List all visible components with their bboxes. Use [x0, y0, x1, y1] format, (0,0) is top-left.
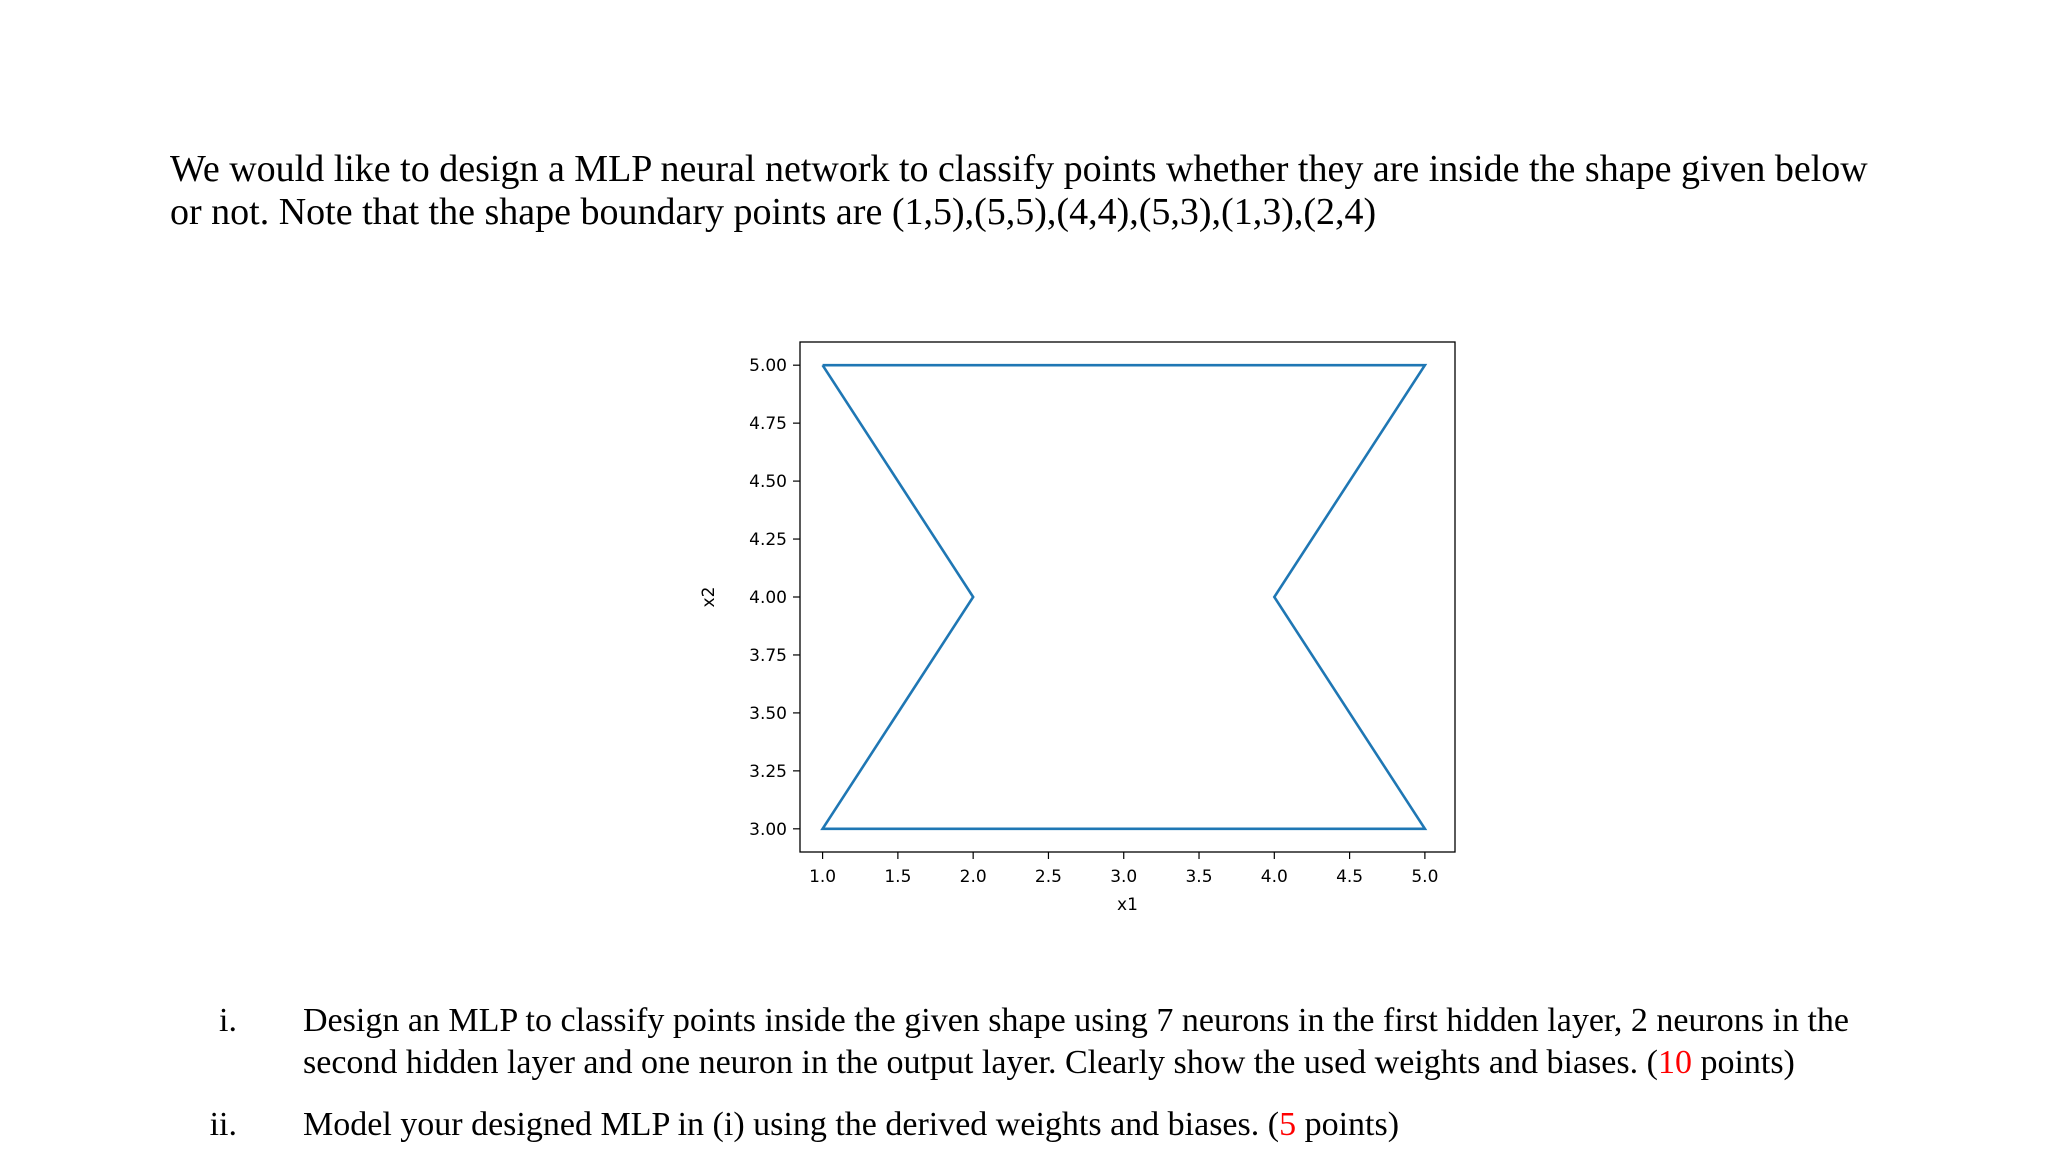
problem-statement-line-1: We would like to design a MLP neural network to classify points whether they are inside the shape given below [170, 148, 1868, 190]
question-line-2 [303, 1042, 2003, 1084]
x-axis-ticks [809, 852, 1438, 887]
y-tick-label: 3.75 [749, 645, 787, 666]
plot-frame [800, 342, 1455, 852]
x-tick-label: 3.0 [1110, 867, 1138, 887]
y-tick-label: 5.00 [749, 356, 787, 377]
x-tick-label: 5.0 [1411, 867, 1439, 887]
y-tick-label: 3.00 [749, 819, 787, 840]
x-tick-label: 4.0 [1260, 867, 1288, 887]
question-line-2-text: second hidden layer and one neuron in the output layer. Clearly show the used weights and biases. ( [303, 1044, 1658, 1081]
points-suffix: points) [1691, 1044, 1795, 1081]
question-line-1-text: Model your designed MLP in (i) using the derived weights and biases. ( [303, 1106, 1280, 1143]
y-tick-label: 4.00 [749, 588, 787, 608]
problem-statement-line-2: or not. Note that the shape boundary points are (1,5),(5,5),(4,4),(5,3),(1,3),(2,4) [170, 191, 1377, 233]
points-suffix: points) [1296, 1106, 1400, 1143]
x-tick-label: 3.5 [1185, 867, 1213, 887]
question-text [303, 1104, 2003, 1146]
question-line-1: Design an MLP to classify points inside the given shape using 7 neurons in the first hidden layer, 2 neurons in the [303, 1002, 1850, 1039]
question-marker: i. [219, 1002, 237, 1039]
x-tick-label: 2.5 [1034, 867, 1062, 887]
y-axis-ticks [749, 356, 800, 840]
points-value: 10 [1657, 1044, 1692, 1081]
question-item-ii [0, 1104, 2062, 1146]
question-marker: ii. [209, 1106, 237, 1143]
shape-plot [660, 320, 1480, 930]
question-list [0, 1000, 2062, 1146]
x-axis-label: x1 [1117, 895, 1138, 915]
points-value: 5 [1279, 1106, 1297, 1143]
question-item-i [0, 1000, 2062, 1084]
x-tick-label: 4.5 [1336, 867, 1364, 887]
problem-statement [170, 148, 1970, 234]
x-tick-label: 1.0 [809, 867, 837, 887]
question-line-1 [303, 1104, 2003, 1146]
y-tick-label: 3.50 [749, 703, 787, 724]
question-text [303, 1000, 2003, 1084]
y-tick-label: 4.75 [749, 414, 787, 435]
x-tick-label: 1.5 [884, 867, 912, 887]
shape-boundary-line [823, 365, 1425, 829]
shape-plot-svg [660, 320, 1480, 930]
y-tick-label: 4.25 [749, 530, 787, 551]
y-axis-label: x2 [699, 586, 719, 608]
y-tick-label: 3.25 [749, 761, 787, 782]
x-tick-label: 2.0 [959, 867, 987, 887]
y-tick-label: 4.50 [749, 472, 787, 493]
